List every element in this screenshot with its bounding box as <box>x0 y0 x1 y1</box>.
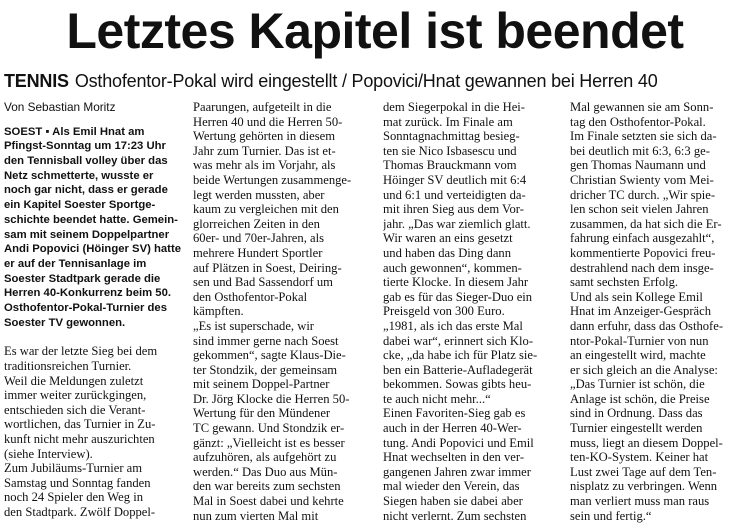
text-line: was mehr als im Vorjahr, als <box>193 158 336 173</box>
text-line: Herren 40-Konkurrenz beim 50. <box>4 287 171 300</box>
text-line: Pfingst-Sonntag um 17:23 Uhr <box>4 140 166 153</box>
text-line: Wertung gehörten in diesem <box>193 129 336 144</box>
text-line: te auch nicht mehr...“ <box>383 391 491 406</box>
author-byline: Von Sebastian Moritz <box>4 100 116 114</box>
text-line: sen und Bad Sassendorf um <box>193 275 333 290</box>
text-line: fahrung einfach ausgezahlt“, <box>570 231 715 246</box>
text-line: Zum Jubiläums-Turnier am <box>4 461 143 476</box>
text-line: glorreichen Zeiten in den <box>193 216 320 231</box>
text-line: er sich gleich an die Analyse: <box>570 362 718 377</box>
text-line: kunft nicht mehr auszurichten <box>4 432 155 446</box>
text-line: Hnat im Anzeiger-Gespräch <box>570 304 712 319</box>
text-line: tierte Klocke. In diesem Jahr <box>383 275 529 290</box>
text-line: jahr. „Das war ziemlich glatt. <box>383 216 531 231</box>
text-line: den Stadtpark. Zwölf Doppel- <box>4 504 156 519</box>
paragraph-gap <box>4 330 186 344</box>
text-line: kaum zu vergleichen mit den <box>193 202 339 217</box>
headline: Letztes Kapitel ist beendet <box>66 3 684 59</box>
text-line: gen Thomas Naumann und <box>570 158 706 173</box>
text-line: nun zum vierten Mal mit <box>193 508 319 523</box>
text-line: sein und fertig.“ <box>570 508 652 523</box>
text-line: Einen Favoriten-Sieg gab es <box>383 406 526 421</box>
text-line: wortlichen, das Turnier in Zu- <box>4 417 156 432</box>
text-line: len schon seit vielen Jahren <box>570 202 709 217</box>
text-line: Lust zwei Tage auf dem Ten- <box>570 464 717 479</box>
text-line: ben ein Batterie-Aufladegerät <box>383 362 533 377</box>
text-line: tung. Andi Popovici und Emil <box>383 435 534 450</box>
text-line: ten-KO-System. Keiner hat <box>570 450 709 465</box>
text-line: den Osthofentor-Pokal <box>193 289 308 304</box>
text-line: zusammen, da hat sich die Er- <box>570 216 722 231</box>
text-line: Mal in Soest dabei und kehrte <box>193 494 344 509</box>
text-line: sam mit seinem Doppelpartner <box>4 228 170 241</box>
column-4 <box>570 100 748 523</box>
text-line: den Tennisball volley über das <box>4 155 168 167</box>
text-line: und 6:1 und verteidigten da- <box>383 187 526 202</box>
text-line: Wertung für den Mündener <box>193 406 331 421</box>
text-line: Mal gewannen sie am Sonn- <box>570 100 714 114</box>
text-line: Andi Popovici (Höinger SV) hatte <box>4 243 181 256</box>
text-line: Turnier eingestellt werden <box>570 421 703 436</box>
column-3 <box>383 100 563 523</box>
text-line: aufzuhören, als aufgehört zu <box>193 450 337 465</box>
text-line: Herren 40 und die Herren 50- <box>193 114 343 129</box>
text-line: „Es ist superschade, wir <box>193 318 315 333</box>
text-line: kämpften. <box>193 304 244 319</box>
text-line: tag den Osthofentor-Pokal. <box>570 114 706 129</box>
text-line: dricher TC durch. „Wir spie- <box>570 187 716 202</box>
text-line: dem Siegerpokal in die Hei- <box>383 100 525 114</box>
text-line: gab es für das Sieger-Duo ein <box>383 289 533 304</box>
text-line: immer weiter zurückgingen, <box>4 388 147 403</box>
text-line: auch in der Herren 40-Wer- <box>383 421 522 436</box>
text-line: kommentierte Popovici freu- <box>570 245 716 260</box>
text-line: gänzt: „Vielleicht ist es besser <box>193 435 345 450</box>
text-line: ein Kapitel Soester Sportge- <box>4 199 156 212</box>
text-line: (siehe Interview). <box>4 446 93 461</box>
text-line: Im Finale setzten sie sich da- <box>570 129 717 144</box>
text-line: cke, „da habe ich für Platz sie- <box>383 348 538 363</box>
text-line: werden.“ Das Duo aus Mün- <box>193 464 338 479</box>
column-2 <box>193 100 375 523</box>
text-line: an eingestellt wird, machte <box>570 348 706 363</box>
text-line: bei deutlich mit 6:3, 6:3 ge- <box>570 143 710 158</box>
text-line: „1981, als ich das erste Mal <box>383 318 523 333</box>
text-line: gekommen“, sagte Klaus-Die- <box>193 348 346 363</box>
text-line: SOEST ▪ Als Emil Hnat am <box>4 125 145 138</box>
text-line: nicht verlernt. Zum sechsten <box>383 508 527 523</box>
text-line: dabei war“, erinnert sich Klo- <box>383 333 534 348</box>
text-line: auf Plätzen in Soest, Deiring- <box>193 260 342 275</box>
text-line: mit ihren Sieg aus dem Vor- <box>383 202 524 217</box>
text-line: destrahlend nach dem insge- <box>570 260 714 275</box>
section-kicker: TENNIS <box>4 71 69 91</box>
text-line: sind immer gerne nach Soest <box>193 333 339 348</box>
text-line: Paarungen, aufgeteilt in die <box>193 100 332 114</box>
body-text-col1 <box>4 344 186 519</box>
text-line: mit seinem Doppel-Partner <box>193 377 330 392</box>
text-line: noch gar nicht, dass er gerade <box>4 184 168 197</box>
text-line: und haben das Ding dann <box>383 245 512 260</box>
text-line: nisplatz zu verbringen. Wenn <box>570 479 718 494</box>
text-line: traditionsreichen Turnier. <box>4 359 132 374</box>
text-line: Anlage ist schön, die Preise <box>570 391 710 406</box>
text-line: Dr. Jörg Klocke die Herren 50- <box>193 391 350 406</box>
text-line: ten sie Nico Isbasescu und <box>383 143 517 158</box>
text-line: er auf der Tennisanlage im <box>4 257 147 270</box>
text-line: noch 24 Spieler den Weg in <box>4 490 144 505</box>
text-line: Wir waren an eins gesetzt <box>383 231 513 246</box>
text-line: Samstag und Sonntag fanden <box>4 475 151 490</box>
text-line: Thomas Brauckmann vom <box>383 158 517 173</box>
text-line: gangenen Jahren zwar immer <box>383 464 531 479</box>
text-line: Sonntagnachmittag besieg- <box>383 129 520 144</box>
column-1 <box>4 100 186 520</box>
text-line: Weil die Meldungen zuletzt <box>4 373 144 388</box>
text-line: beide Wertungen zusammenge- <box>193 172 352 187</box>
text-line: bekommen. Sowas gibts heu- <box>383 377 532 392</box>
text-line: mehrere Hundert Sportler <box>193 245 323 260</box>
text-line: Jahr zum Turnier. Das ist et- <box>193 143 336 158</box>
text-line: Siegen haben sie dabei aber <box>383 494 523 509</box>
text-line: Soester TV gewonnen. <box>4 316 126 329</box>
text-line: legt werden mussten, aber <box>193 187 325 202</box>
text-line: Christian Swienty vom Mei- <box>570 172 714 187</box>
text-line: muss, liegt an diesem Doppel- <box>570 435 723 450</box>
text-line: auch gewonnen“, kommen- <box>383 260 522 275</box>
text-line: Preisgeld von 300 Euro. <box>383 304 505 319</box>
text-line: Soester Stadtpark gerade die <box>4 272 161 285</box>
text-line: Netz schmetterte, wusste er <box>4 169 154 182</box>
text-line: dann erfuhr, dass das Osthofe- <box>570 318 724 333</box>
text-line: mal wieder den Verein, das <box>383 479 520 494</box>
text-line: den war bereits zum sechsten <box>193 479 341 494</box>
text-line: „Das Turnier ist schön, die <box>570 377 705 392</box>
text-line: entschieden sich die Verant- <box>4 402 146 417</box>
text-line: Osthofentor-Pokal-Turnier des <box>4 302 167 315</box>
subheadline-text: Osthofentor-Pokal wird eingestellt / Popovici/Hnat gewannen bei Herren 40 <box>74 71 658 91</box>
text-line: TC gewann. Und Stondzik er- <box>193 421 345 436</box>
text-line: Hnat wechselten in den ver- <box>383 450 525 465</box>
text-line: 60er- und 70er-Jahren, als <box>193 231 324 246</box>
subheadline <box>4 70 748 92</box>
text-line: samt sechsten Erfolg. <box>570 275 679 290</box>
text-line: ntor-Pokal-Turnier von nun <box>570 333 709 348</box>
text-line: Höinger SV deutlich mit 6:4 <box>383 172 527 187</box>
text-line: mat zurück. Im Finale am <box>383 114 513 129</box>
text-line: Und als sein Kollege Emil <box>570 289 703 304</box>
lead-paragraph <box>4 125 186 331</box>
text-line: schichte beendet hatte. Gemein- <box>4 213 178 226</box>
text-line: ter Stondzik, der gemeinsam <box>193 362 338 377</box>
text-line: man verliert muss man raus <box>570 494 710 509</box>
text-line: sind in Ordnung. Dass das <box>570 406 703 421</box>
text-line: Es war der letzte Sieg bei dem <box>4 344 158 359</box>
